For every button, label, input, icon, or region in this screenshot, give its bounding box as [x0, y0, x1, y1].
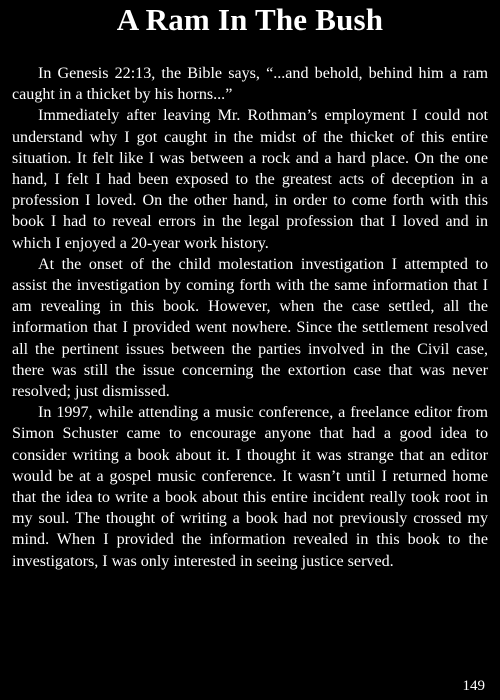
chapter-body [12, 63, 488, 572]
paragraph-investigation: At the onset of the child molestation investigation I attempted to assist the investigation by coming forth with the same information that I am revealing in this book. However, when the case settled, all the information that I provided went nowhere. Since the settlement resolved all the pertinent issues between the parties involved in the Civil case, there was still the issue concerning the extortion case that was never resolved; just dismissed. [12, 255, 488, 401]
paragraph-genesis-quote: In Genesis 22:13, the Bible says, “...and behold, behind him a ram caught in a thicket by his horns...” [12, 65, 488, 104]
page-number: 149 [462, 678, 485, 694]
paragraph-leaving-employment: Immediately after leaving Mr. Rothman’s employment I could not understand why I got caught in the midst of the thicket of this entire situation. It felt like I was between a rock and a hard place. On the one hand, I felt I had been exposed to the greatest acts of deception in a profession I loved. On the other hand, in order to come forth with this book I had to reveal errors in the legal profession that I loved and in which I enjoyed a 20-year work history. [12, 107, 488, 252]
paragraph-music-conference: In 1997, while attending a music conference, a freelance editor from Simon Schuster came to encourage anyone that had a good idea to consider writing a book about it. I thought it was strange that an editor would be at a gospel music conference. It wasn’t until I returned home that the idea to write a book about this entire incident really took root in my soul. The thought of writing a book had not previously crossed my mind. When I provided the information revealed in this book to the investigators, I was only interested in seeing justice served. [12, 404, 488, 570]
chapter-title: A Ram In The Bush [116, 2, 384, 37]
